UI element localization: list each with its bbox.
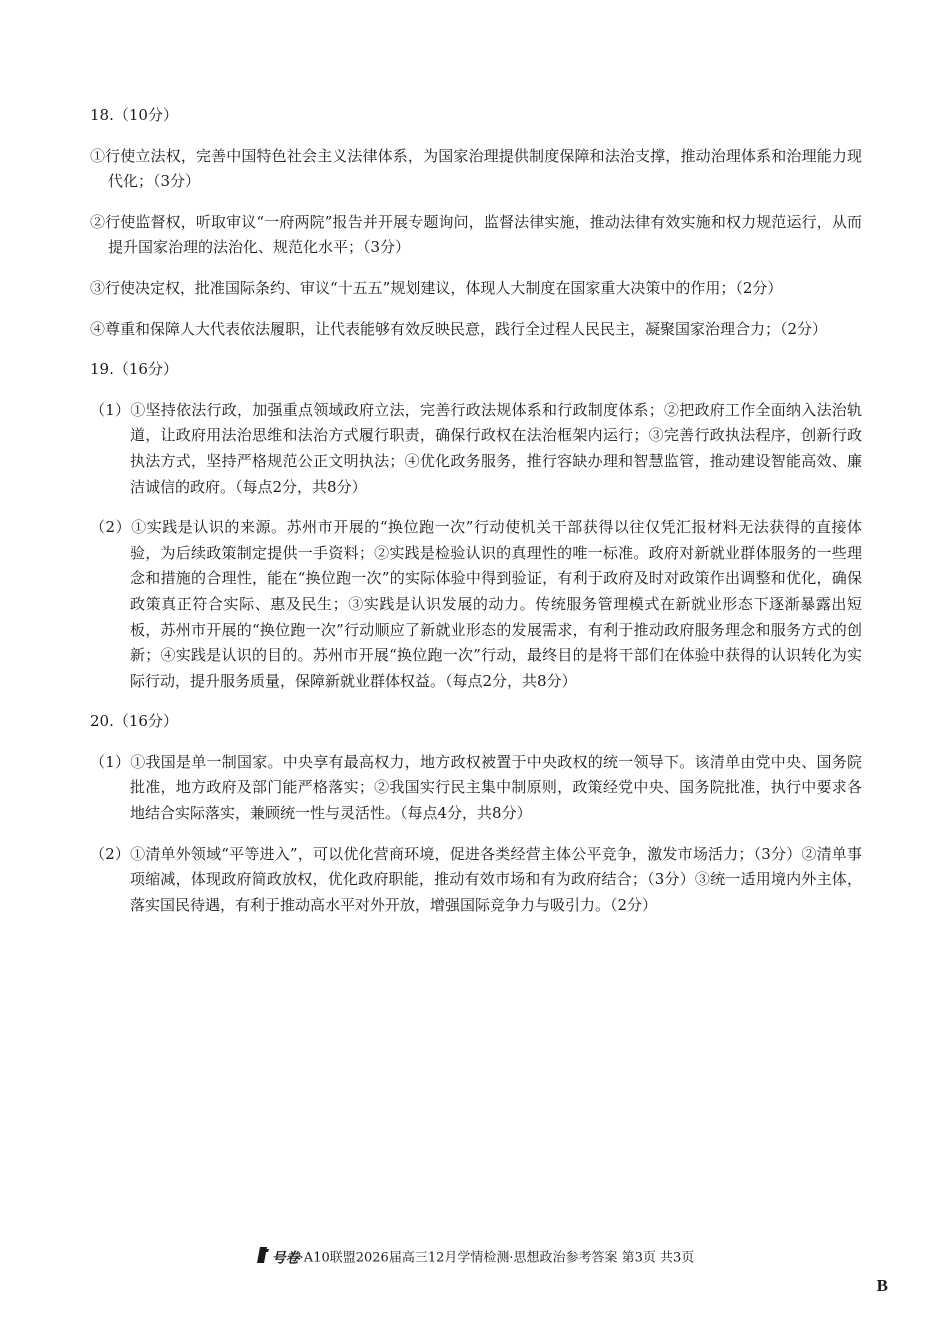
q19-part-2: （2）①实践是认识的来源。苏州市开展的“换位跑一次”行动使机关干部获得以往仅凭汇报材料无法获得的直接体验，为后续政策制定提供一手资料；②实践是检验认识的真理性的唯一标准。政府对新就业群体服务的一些理念和措施的合理性，能在“换位跑一次”的实际体验中得到验证，有利于政府及时对政策作出调整和优化，确保政策真正符合实际、惠及民生；③实践是认识发展的动力。传统服务管理模式在新就业形态下逐渐暴露出短板，苏州市开展的“换位跑一次”行动顺应了新就业形态的发展需求，有利于推动政府服务理念和服务方式的创新；④实践是认识的目的。苏州市开展“换位跑一次”行动，最终目的是将干部们在体验中获得的认识转化为实际行动，提升服务质量，保障新就业群体权益。（每点2分，共8分） — [90, 518, 862, 690]
q20-part-2: （2）①清单外领域“平等进入”，可以优化营商环境，促进各类经营主体公平竞争，激发市场活力；（3分）②清单事项缩减，体现政府简政放权，优化政府职能，推动有效市场和有为政府结合；（3分）③统一适用境内外主体，落实国民待遇，有利于推动高水平对外开放，增强国际竞争力与吸引力。（2分） — [90, 844, 862, 914]
footer-text: ·A10联盟2026届高三12月学情检测·思想政治参考答案 第3页 共3页 — [299, 1250, 695, 1266]
brand-logo-icon — [256, 1246, 270, 1271]
q19-heading: 19.（16分） — [90, 360, 178, 379]
q18-point-3: ③行使决定权，批准国际条约、审议“十五五”规划建议，体现人大制度在国家重大决策中的作用；（2分） — [90, 278, 783, 297]
q20-heading: 20.（16分） — [90, 712, 178, 731]
q19-part-1: （1）①坚持依法行政，加强重点领域政府立法，完善行政法规体系和行政制度体系；②把政府工作全面纳入法治轨道，让政府用法治思维和法治方式履行职责，确保行政权在法治框架内运行；③完善行政执法程序，创新行政执法方式，坚持严格规范公正文明执法；④优化政务服务，推行容缺办理和智慧监管，推动建设智能高效、廉洁诚信的政府。（每点2分，共8分） — [90, 400, 862, 496]
answer-content — [90, 103, 862, 933]
q18-point-1: ①行使立法权，完善中国特色社会主义法律体系，为国家治理提供制度保障和法治支撑，推动治理体系和治理能力现代化；（3分） — [90, 146, 862, 191]
q18-point-2: ②行使监督权，听取审议“一府两院”报告并开展专题询问，监督法律实施，推动法律有效实施和权力规范运行，从而提升国家治理的法治化、规范化水平；（3分） — [90, 212, 862, 257]
q18-heading: 18.（10分） — [90, 106, 178, 124]
brand-logo-text: 号卷 — [271, 1250, 300, 1267]
page-footer — [0, 1246, 950, 1271]
q18-point-4: ④尊重和保障人大代表依法履职，让代表能够有效反映民意，践行全过程人民民主，凝聚国家治理合力；（2分） — [90, 319, 828, 338]
q20-part-1: （1）①我国是单一制国家。中央享有最高权力，地方政权被置于中央政权的统一领导下。该清单由党中央、国务院批准，地方政府及部门能严格落实；②我国实行民主集中制原则，政策经党中央、国务院批准，执行中要求各地结合实际落实，兼顾统一性与灵活性。（每点4分，共8分） — [90, 752, 862, 823]
version-mark: B — [876, 1276, 888, 1295]
